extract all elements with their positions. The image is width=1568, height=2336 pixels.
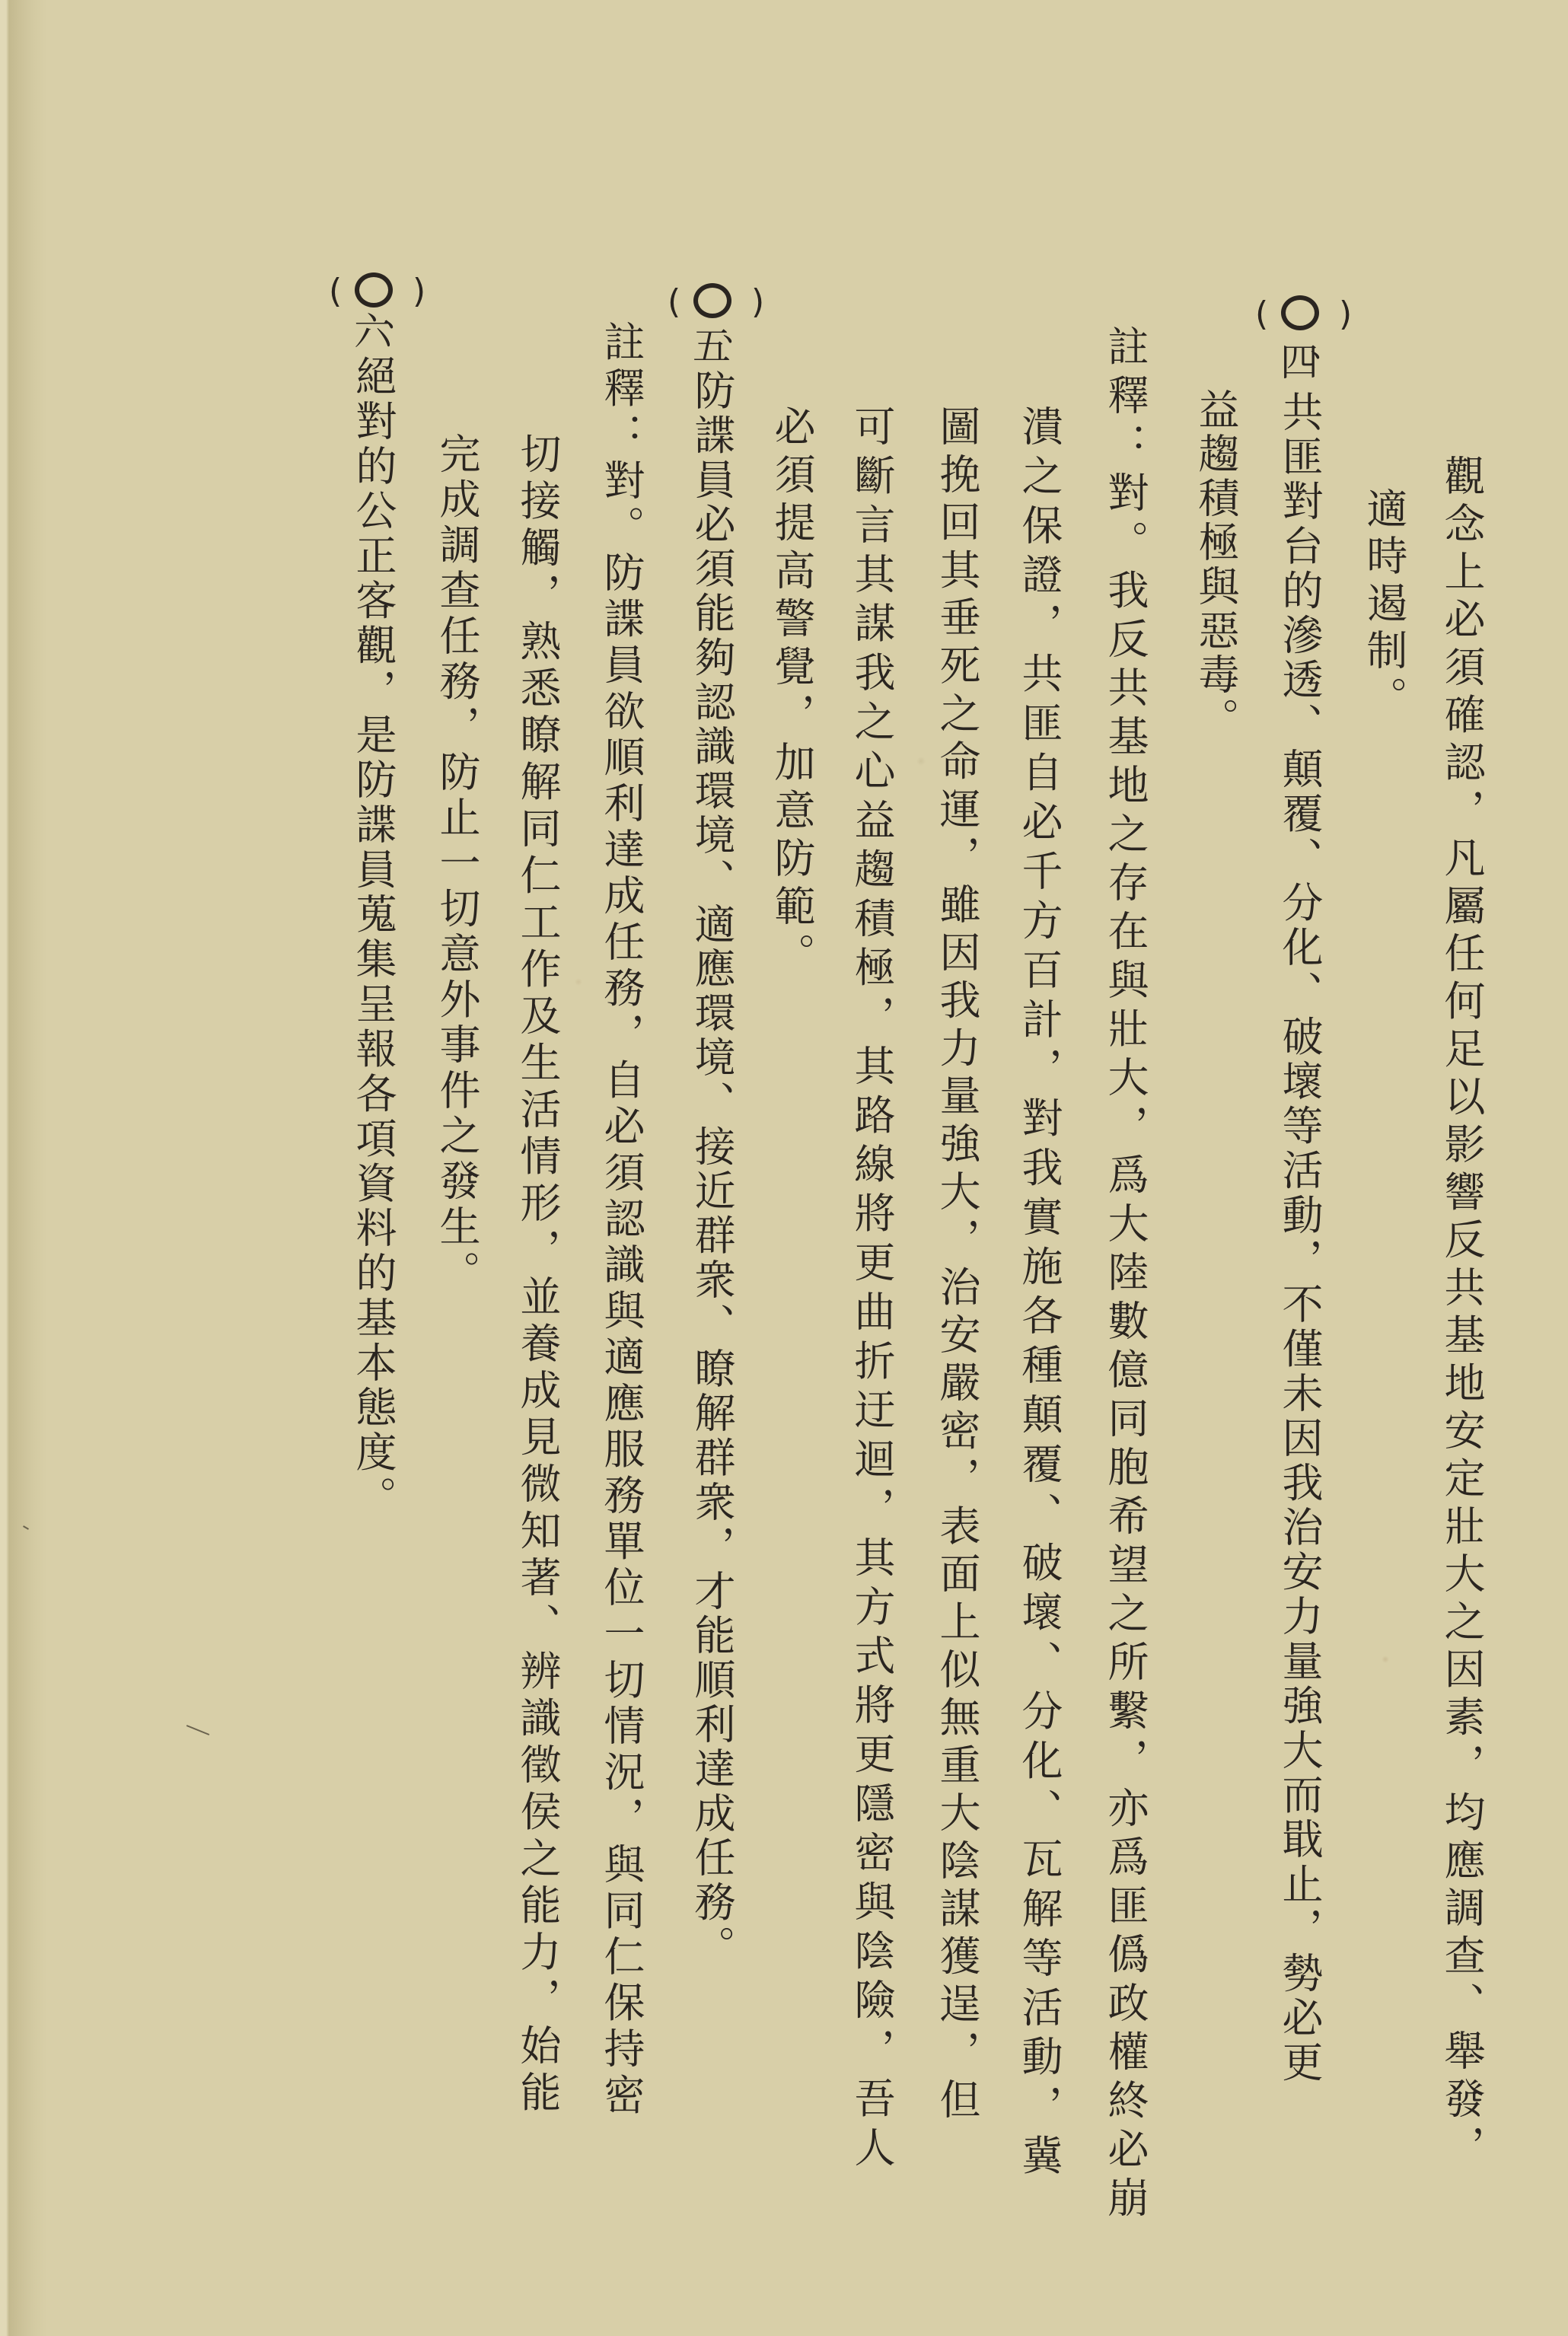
item-number: 六 [354,310,392,354]
stray-mark [186,1725,209,1735]
item-5-number [689,311,755,368]
item-6-number [350,296,416,354]
item-4-note-line-1: 註釋：對。我反共基地之存在與壯大，爲大陸數億同胞希望之所繫，亦爲匪僞政權終必崩 [1101,325,1149,2225]
item-separator: 、 [722,311,755,348]
stray-mark [23,1525,29,1530]
item-4-note-line-2: 潰之保證，共匪自必千方百計，對我實施各種顛覆、破壞、分化、瓦解等活動，冀 [1015,405,1063,2184]
item-5-statement-line-1: 防諜員必須能夠認識環境、適應環境、接近群衆、瞭解群衆，才能順利達成任務。 [688,369,736,1970]
item-5-note-line-2: 切接觸，熟悉瞭解同仁工作及生活情形，並養成見微知著、辨識徵侯之能力，始能 [514,432,562,2118]
continuation-line-1: 觀念上必須確認，凡屬任何足以影響反共基地安定壯大之因素，均應調查、舉發， [1438,454,1486,2173]
close-paren: ) [1339,295,1353,333]
continuation-line-2: 適時遏制。 [1360,487,1408,723]
item-4-statement-line-1: 共匪對台的滲透、顛覆、分化、破壞等活動，不僅未因我治安力量強大而戢止，勢必更 [1276,390,1324,2086]
item-number: 五 [693,324,731,368]
item-4-note-line-5: 必須提高警覺，加意防範。 [768,405,816,980]
open-paren: ( [668,282,681,321]
open-paren: ( [1255,295,1269,333]
open-paren: ( [329,272,343,311]
item-4-number [1276,327,1343,384]
item-4-note-line-3: 圖挽回其垂死之命運，雖因我力量強大，治安嚴密，表面上似無重大陰謀獲逞，但 [933,405,981,2126]
item-5-note-line-1: 註釋：對。防諜員欲順利達成任務，自必須認識與適應服務單位一切情況，與同仁保持密 [598,320,645,2120]
item-number: 四 [1280,340,1318,384]
item-separator: 、 [1310,327,1343,364]
close-paren: ) [751,282,765,321]
item-5-note-line-3: 完成調查任務，防止一切意外事件之發生。 [433,432,481,1296]
close-paren: ) [413,272,426,311]
item-4-statement-line-2: 益趨積極與惡毒。 [1192,388,1240,741]
item-6-statement-line-1: 絕對的公正客觀，是防諜員蒐集呈報各項資料的基本態度。 [349,355,397,1521]
item-separator: 、 [384,296,416,333]
item-4-note-line-4: 可斷言其謀我之心益趨積極，其路線將更曲折迂迴，其方式將更隱密與陰險，吾人 [848,405,896,2175]
